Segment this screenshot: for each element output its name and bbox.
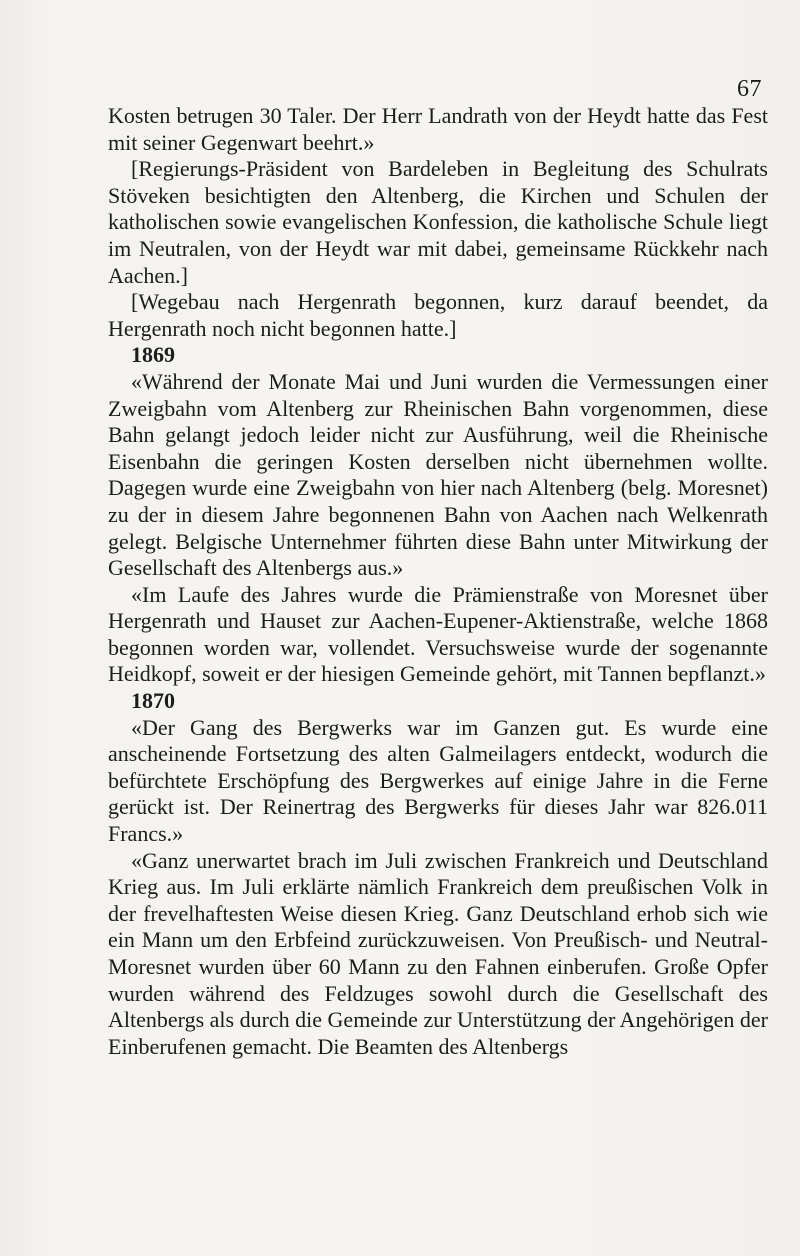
body-text [108, 103, 768, 1060]
paragraph-krieg: «Ganz unerwartet brach im Juli zwischen Frankreich und Deutschland Krieg aus. Im Juli erklärte nämlich Frankreich dem preußischen Volk in der frevelhaftesten Weise diesen Krieg. Ganz Deutschland erhob sich wie ein Mann um den Erbfeind zurückzuweisen. Von Preußisch- und Neutral-Moresnet wurden über 60 Mann zu den Fahnen einberufen. Große Opfer wurden während des Feldzuges sowohl durch die Gesellschaft des Altenbergs als durch die Gemeinde zur Unterstützung der Angehörigen der Einberufenen gemacht. Die Beamten des Altenbergs [108, 847, 768, 1059]
year-heading-1870: 1870 [131, 688, 175, 714]
paragraph-zweigbahn: «Während der Monate Mai und Juni wurden die Vermessungen einer Zweigbahn vom Altenberg zur Rheinischen Bahn vorgenommen, diese Bahn gelangt jedoch leider nicht zur Ausführung, weil die Rheinische Eisenbahn die geringen Kosten derselben nicht übernehmen wollte. Dagegen wurde eine Zweigbahn von hier nach Altenberg (belg. Moresnet) zu der in diesem Jahre begonnenen Bahn von Aachen nach Welkenrath gelegt. Belgische Unternehmer führten diese Bahn unter Mitwirkung der Gesellschaft des Altenbergs aus.» [108, 368, 768, 581]
paragraph-continuation: Kosten betrugen 30 Taler. Der Herr Landrath von der Heydt hatte das Fest mit seiner Gegenwart beehrt.» [108, 103, 768, 155]
paragraph-regierungs-praesident: [Regierungs-Präsident von Bardeleben in Begleitung des Schulrats Stöveken besichtigten den Altenberg, die Kirchen und Schulen der katholischen sowie evangelischen Konfession, die katholische Schule liegt im Neutralen, von der Heydt war mit dabei, gemeinsame Rückkehr nach Aachen.] [108, 156, 768, 288]
paragraph-bergwerk: «Der Gang des Bergwerks war im Ganzen gut. Es wurde eine anscheinende Fortsetzung des alten Galmeilagers entdeckt, wodurch die befürchtete Erschöpfung des Bergwerkes auf einige Jahre in die Ferne gerückt ist. Der Reinertrag des Bergwerks für dieses Jahr war 826.011 Francs.» [108, 714, 768, 847]
year-heading-1869: 1869 [131, 342, 175, 368]
page-number: 67 [737, 76, 762, 102]
paragraph-praemienstrasse: «Im Laufe des Jahres wurde die Prämienstraße von Moresnet über Hergenrath und Hauset zur Aachen-Eupener-Aktienstraße, welche 1868 begonnen worden war, vollendet. Versuchsweise wurde der sogenannte Heidkopf, soweit er der hiesigen Gemeinde gehört, mit Tannen bepflanzt.» [108, 581, 768, 687]
paragraph-wegebau: [Wegebau nach Hergenrath begonnen, kurz darauf beendet, da Hergenrath noch nicht begonnen hatte.] [108, 289, 768, 341]
